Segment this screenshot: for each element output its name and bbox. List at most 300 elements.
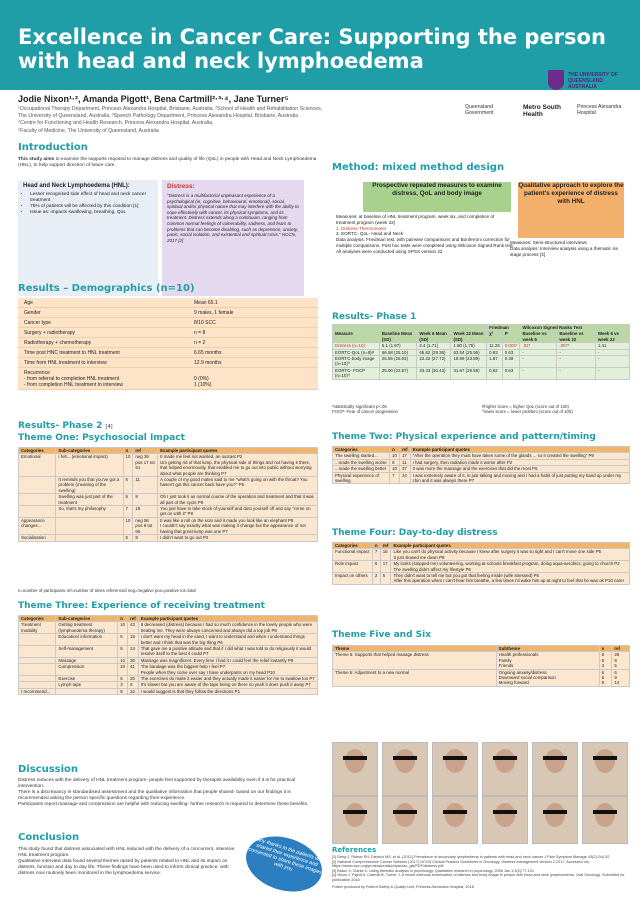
- demographics-key: Age: [24, 299, 33, 306]
- table-header-cell: Week 6 vs week 22: [595, 331, 629, 343]
- method-line: 1. Distress Thermometer: [336, 225, 387, 231]
- table-cell: The swelling started...: [333, 453, 390, 459]
- table-cell: .007*: [557, 343, 595, 349]
- table-cell: EORTC-QoL (n=8)#: [333, 349, 380, 355]
- footnote: *statistically significant p<.05: [332, 404, 387, 409]
- table-cell: 1.80 (1.75): [451, 343, 487, 349]
- pah-text: Princess Alexandra Hospital: [577, 104, 622, 116]
- table-cell: 22.22 (27.72): [417, 356, 451, 368]
- table-cell: It made me feel not wanted, an outcast P2 Um getting rid of that lump, the physical side of things and not having it there, that helped enormously, that enabled me to go out into public without worrying about what people are thinking P7: [158, 454, 318, 477]
- patient-photo: [382, 796, 428, 844]
- table-cell: 24: [399, 472, 410, 484]
- theme1-heading: Theme One: Psychosocial Impact: [18, 433, 185, 443]
- table-cell: 7: [390, 472, 400, 484]
- table-cell: -: [520, 367, 557, 379]
- reference-item: Poster produced by Patient Safety & Quality Unit, Princess Alexandra Hospital, 2018: [332, 884, 474, 889]
- table-cell: EORTC- FOCP (n=10)^: [333, 367, 380, 379]
- quantitative-method-text: [336, 214, 514, 255]
- table-cell: 10: [390, 466, 400, 472]
- method-line: Measures: at baseline of HNL treatment program, week six, and completion of treatment program (week 22): [336, 214, 495, 225]
- demographics-row: [18, 328, 318, 338]
- demographics-key: Time from HNL treatment to interview: [24, 359, 107, 366]
- table-cell: 10: [390, 453, 400, 459]
- references-heading: References: [332, 846, 377, 854]
- table-cell: Distress (n=10): [333, 343, 380, 349]
- table-header-cell: Sub-categories: [56, 616, 118, 622]
- uq-logo: [548, 70, 630, 98]
- table-row: [333, 573, 630, 585]
- phase2-heading: [18, 421, 113, 431]
- table-cell: -: [595, 356, 629, 368]
- table-row: [333, 356, 630, 368]
- table-cell: -: [557, 356, 595, 368]
- table-cell: 6 9 14: [612, 669, 630, 686]
- table-header-cell: Categories: [333, 447, 390, 453]
- table-cell: 30: [128, 657, 139, 663]
- table-cell: 0.63: [502, 367, 520, 379]
- table-cell: Exercise: [56, 676, 118, 682]
- introduction-lead: This study aims: [18, 157, 55, 162]
- table-cell: 1.87: [487, 356, 503, 368]
- table-cell: ...made the swelling better: [333, 466, 390, 472]
- table-cell: Oh I just took it as normal course of the operation and treatment and that it was all part of the cycle P9: [158, 494, 318, 506]
- hnl-list: [18, 192, 158, 216]
- demographics-row: [18, 298, 318, 308]
- patient-photo: [582, 796, 628, 844]
- table-cell: My looks (stopped me) volunteering, working at schools breakfast program, doing aqua-aerobics, going to church P2 The swelling didn't affect my lifestyle P6: [391, 561, 630, 573]
- introduction-body: to examine the supports required to manage distress and quality of life (QoL) in people with Head and Neck Lymphoedema (HNL), to help support direction of future care.: [18, 157, 317, 168]
- demographics-heading: Results – Demographics (n=10): [18, 283, 195, 294]
- theme56-table: [332, 645, 630, 687]
- method-line: Measures: Semi-structured interviews: [510, 240, 587, 245]
- table-cell: [19, 494, 56, 506]
- table-cell: -: [595, 367, 629, 379]
- table-cell: 6: [128, 682, 139, 688]
- table-row: [19, 506, 318, 518]
- table-cell: ...made the swelling worse: [333, 459, 390, 465]
- theme1-table: [18, 447, 318, 542]
- patient-photo: [482, 742, 528, 796]
- table-header-row: [333, 331, 630, 343]
- theme3-table: [18, 615, 318, 695]
- table-cell: Treatment modality: [19, 622, 56, 634]
- demographics-key: Surgery + radiotherapy: [24, 329, 76, 336]
- table-header-cell: n: [390, 447, 400, 453]
- discussion-heading: Discussion: [18, 764, 79, 775]
- metro-south-logo: [465, 104, 635, 130]
- table-cell: 9: [118, 688, 128, 694]
- table-cell: 0.93: [487, 349, 503, 355]
- demographics-value: 12.9 months: [194, 359, 222, 366]
- hnl-point: • Issue as: impacts swallowing, breathing, QoL: [30, 210, 158, 216]
- table-row: [19, 646, 318, 658]
- table-cell: -: [520, 349, 557, 355]
- hnl-box: [18, 180, 158, 296]
- theme1-note: n=number of participants ref=number of times referenced neg=negative pos=positive tot=total: [18, 588, 196, 593]
- table-header-cell: Categories: [19, 448, 56, 454]
- table-cell: 10: [118, 657, 128, 663]
- qualitative-box: Qualitative approach to explore the patient's experience of distress with HNL: [518, 182, 624, 238]
- table-header-cell: Week 6 Mean (SD): [417, 331, 451, 343]
- theme56-heading: Theme Five and Six: [332, 630, 432, 640]
- table-cell: Functional impact: [333, 549, 373, 561]
- patient-photo: [332, 742, 378, 796]
- table-cell: It decreased (distress) because I had so much confidence in the lovely people who were treating me. They were always concerned and always did a top job P8: [138, 622, 317, 634]
- patient-photo: [432, 742, 478, 796]
- table-cell: 5: [118, 634, 128, 646]
- demographics-key: Radiotherapy + chemotherapy: [24, 339, 92, 346]
- affiliation-line: ⁵Faculty of Medicine, The University of Queensland, Australia: [18, 127, 159, 134]
- theme4-heading: Theme Four: Day-to-day distress: [332, 528, 498, 538]
- table-cell: 2.4 (1.71): [417, 343, 451, 349]
- table-cell: 5: [380, 573, 391, 585]
- discussion-paragraph: Distress reduces with the delivery of HNL treatment program- people feel supported by therapist availability even if it is for practical intervention.: [18, 778, 296, 789]
- table-cell: 0.39: [502, 356, 520, 368]
- table-cell: 26 9 5: [612, 652, 630, 669]
- table-cell: Emotional: [19, 454, 56, 477]
- table-cell: Self-management: [56, 646, 118, 658]
- table-group-header: Wilcoxon Signed Ranks Test: [520, 325, 630, 331]
- table-cell: 10: [123, 454, 133, 477]
- demographics-key: Recurrence - from referral to completion HNL treatment - from completion HNL treatment to interview: [24, 369, 124, 388]
- table-cell: 0.004*: [502, 343, 520, 349]
- table-cell: [19, 646, 56, 658]
- table-cell: 18: [128, 634, 139, 646]
- demographics-key: Cancer type: [24, 319, 51, 326]
- table-cell: I didn't want to go out P2: [158, 535, 318, 541]
- method-line: 2. EORTC- QoL- Head and Neck: [336, 231, 404, 237]
- table-cell: 7: [372, 549, 380, 561]
- table-cell: Ongoing anxiety/distress Downward social comparison Moving forward: [496, 669, 599, 686]
- table-header-cell: Example participant quotes: [391, 543, 630, 549]
- conclusion-heading: Conclusion: [18, 832, 80, 843]
- table-cell: 63.54 (25.95): [451, 349, 487, 355]
- table-cell: 5: [123, 535, 133, 541]
- table-cell: 22: [128, 688, 139, 694]
- table-cell: I would suggest is that they follow the directions P1: [138, 688, 317, 694]
- demographics-key: Gender: [24, 309, 41, 316]
- table-cell: Physical experience of swelling: [333, 472, 390, 484]
- table-header-cell: n: [123, 448, 133, 454]
- demographics-row: [18, 348, 318, 358]
- table-cell: 11: [399, 459, 410, 465]
- phase2-title: Results- Phase 2: [18, 421, 103, 431]
- authors: Jodie Nixon¹·², Amanda Pigott¹, Bena Cartmill²·³·⁴, Jane Turner⁵: [18, 94, 289, 104]
- table-cell: You just have to take stock of yourself and dust yourself off and say "come on get on with it" P8: [158, 506, 318, 518]
- poster-header: [0, 0, 640, 154]
- table-header-cell: Example participant quotes: [158, 448, 318, 454]
- table-cell: It was more the massage and the exercises that did the most P6: [410, 466, 629, 472]
- table-cell: 18: [380, 549, 391, 561]
- table-cell: 31.67 (26.59): [451, 367, 487, 379]
- table-cell: 5: [123, 477, 133, 494]
- table-cell: Health professionals Family Friends: [496, 652, 599, 669]
- demographics-value: n = 8: [194, 329, 206, 336]
- table-row: [19, 535, 318, 541]
- demographics-value: 0 (0%) 1 (10%): [194, 375, 212, 388]
- table-cell: -: [557, 367, 595, 379]
- table-cell: -: [595, 349, 629, 355]
- table-header-cell: Categories: [333, 543, 373, 549]
- distress-box: [162, 180, 304, 296]
- table-row: [19, 664, 318, 676]
- table-row: [333, 453, 630, 459]
- patient-photo: [582, 742, 628, 796]
- discussion-paragraph: Participants report massage and compression are helpful with reducing swelling- further research is required to determine these benefits.: [18, 802, 309, 807]
- table-header-cell: ref: [612, 646, 630, 652]
- table-cell: 43: [128, 622, 139, 634]
- conclusion-paragraph: This study found that distress associated with HNL reduced with the delivery of a concurrent, intensive HNL treatment program.: [18, 847, 235, 858]
- reference-item: [3] Braun V, Clarke V. Using thematic analysis in psychology. Qualitative research in psychology. 2006 Jan 1;3(2):77-101: [332, 868, 534, 873]
- table-cell: It reminds you that you've got a problem (meaning of the swelling): [56, 477, 123, 494]
- patient-photo: [332, 796, 378, 844]
- table-cell: The exercises do make it easier and they actually made it easier for me to swallow too P7: [138, 676, 317, 682]
- demographics-value: 8/10 SCC: [194, 319, 216, 326]
- affiliations: [18, 106, 418, 135]
- table-header-cell: Categories: [19, 616, 56, 622]
- table-cell: 25.55 (26.03): [379, 356, 417, 368]
- table-cell: 11.26: [487, 343, 503, 349]
- theme4-table: [332, 542, 630, 585]
- reference-item: [4] Nixon J, Pigott A, Cartmill B, Turner J. A mixed methods examination of distress and body image in people with head and neck lymphoedema. Oral Oncology. Submitted for publication 2018: [332, 873, 625, 882]
- table-cell: 2: [372, 573, 380, 585]
- table-row: [19, 634, 318, 646]
- table-cell: 8: [390, 459, 400, 465]
- patient-photo: [382, 742, 428, 796]
- patient-photo: [432, 796, 478, 844]
- table-row: [333, 561, 630, 573]
- table-cell: 17: [380, 561, 391, 573]
- demographics-value: n = 2: [194, 339, 206, 346]
- phase1-heading: Results- Phase 1: [332, 312, 417, 322]
- table-row: [333, 652, 630, 669]
- introduction-text: [18, 157, 318, 169]
- table-cell: neg 56 pos 9 tot 65: [133, 517, 158, 534]
- method-line: Data analysis: Friedman test, with pairwise comparisons and Bonferroni correction for multiple comparisons. Post hoc tests were completed using Wilcoxon Signed Rank test. All analyses were conducted using SPSS version 22: [336, 237, 514, 254]
- affiliation-line: ¹Occupational Therapy Department, Princess Alexandra Hospital, Brisbane, Australia, ²School of Health and Rehabilitation Sciences,: [18, 106, 323, 112]
- hnl-title: Head and Neck Lymphoedema (HNL):: [23, 183, 130, 189]
- table-cell: 24: [128, 646, 139, 658]
- table-cell: I had surgery, then radiation made it worse after P2: [410, 459, 629, 465]
- table-cell: 19.99 (23.89): [451, 356, 487, 368]
- table-cell: Swelling was just part of the treatment: [56, 494, 123, 506]
- table-cell: The bandage was the biggest help I feel P7 People when they come over say I have underpants on my head P10: [138, 664, 317, 676]
- table-cell: 11: [133, 477, 158, 494]
- conclusion-paragraph: Qualitative interview data found several themes raised by patients related to HNL and its impact on distress, function and day to day life. These findings have been used to inform clinical practice, with distress now routinely been monitored in the lymphoedema service.: [18, 859, 229, 876]
- table-cell: So, that's my philosophy: [56, 506, 123, 518]
- table-cell: 6: [118, 676, 128, 682]
- uq-logo-text: THE UNIVERSITY OF QUEENSLAND AUSTRALIA: [568, 72, 618, 90]
- affiliation-line: The University of Queensland, Australia, ³Speech Pathology Department, Princess Alexandra Hospital, Brisbane, Australia: [18, 113, 298, 120]
- table-cell: [19, 506, 56, 518]
- table-cell: I don't want my head in the sand, I want to understand and when I understand things better and I think that was the big thing P6: [138, 634, 317, 646]
- table-header-cell: Baseline vs week 22: [557, 331, 595, 343]
- patient-photo: [482, 796, 528, 844]
- table-cell: 0.82: [487, 367, 503, 379]
- footnote: FOCP- Fear of cancer progression: [332, 409, 398, 415]
- table-cell: [19, 477, 56, 494]
- table-cell: "After the operation they must have taken some of the glands ... so it created the swelling" P9: [410, 453, 629, 459]
- table-cell: Role impact: [333, 561, 373, 573]
- table-cell: Massage: [56, 657, 118, 663]
- table-cell: 7: [123, 506, 133, 518]
- table-cell: Appearance changes...: [19, 517, 56, 534]
- footnote: #higher score = higher QoL (score out of 100): [482, 404, 569, 409]
- table-cell: Impact on others: [333, 573, 373, 585]
- table-group-header: Friedman: [487, 325, 520, 331]
- poster-title: Excellence in Cancer Care: Supporting the person with head and neck lymphoedema: [18, 25, 606, 73]
- table-header-cell: ref: [128, 616, 139, 622]
- footnote: ^lower score = lower problem (score out of 100): [482, 409, 573, 415]
- table-cell: 5: [123, 494, 133, 506]
- table-header-cell: Baseline vs week 6: [520, 331, 557, 343]
- table-cell: 66.58 (25.10): [379, 349, 417, 355]
- distress-title: Distress:: [167, 183, 195, 190]
- demographics-row: [18, 308, 318, 318]
- reference-item: [1] Deng J, Ridner SH, Dietrich MS, et al. (2012) Prevalence of secondary lymphedema in patients with head and neck cancer J Pain Symptom Manage 43(2):244-52: [332, 855, 610, 859]
- table-cell: [19, 634, 56, 646]
- table-header-cell: Measure: [333, 331, 380, 343]
- table-cell: 10: [118, 664, 128, 676]
- demographics-value: 6.65 months: [194, 349, 222, 356]
- table-row: [333, 669, 630, 686]
- table-cell: 6 6 9: [599, 669, 612, 686]
- table-cell: It's slower but you are aware of the tape being on there so yeah it does push it away P7: [138, 682, 317, 688]
- table-header-cell: n: [118, 616, 128, 622]
- phase1-table: [332, 324, 630, 380]
- table-cell: 10: [123, 517, 133, 534]
- table-header-cell: Example participant quotes: [410, 447, 629, 453]
- table-cell: [56, 535, 123, 541]
- phase1-footnotes: [332, 404, 630, 415]
- demographics-row: [18, 368, 318, 390]
- table-header-cell: χ²: [487, 331, 503, 343]
- demographics-table: [18, 298, 318, 390]
- table-cell: 0.63: [502, 349, 520, 355]
- metro-south-text: Metro South Health: [523, 104, 561, 118]
- table-row: [19, 682, 318, 688]
- table-cell: Socialisation: [19, 535, 56, 541]
- table-cell: EORTC-body image (n=10)^: [333, 356, 380, 368]
- table-cell: I recommend...: [19, 688, 56, 694]
- table-cell: They didn't want to tell me but you got that feeling inside (wife stressed) P5 After this operation when I can't hear him breathe, a few times I'd wake him up at night to feel that he was ok P10 carer: [391, 573, 630, 585]
- table-cell: 20: [128, 676, 139, 682]
- uq-crest-icon: [548, 70, 564, 90]
- demographics-value: 9 males, 1 female: [194, 309, 234, 316]
- qualitative-method-text: [510, 240, 628, 257]
- table-header-cell: n: [599, 646, 612, 652]
- hnl-point: • Lesser recognised side effect of head and neck cancer treatment: [30, 192, 158, 204]
- table-cell: 9: [133, 535, 158, 541]
- table-header-cell: P: [502, 331, 520, 343]
- theme3-heading: Theme Three: Experience of receiving treatment: [18, 601, 265, 611]
- table-cell: .02*: [520, 343, 557, 349]
- table-header-cell: ref: [380, 543, 391, 549]
- demographics-row: [18, 338, 318, 348]
- table-cell: Theme 6: Adjustment to a new normal: [333, 669, 497, 686]
- table-header-cell: Baseline Mean (SD): [379, 331, 417, 343]
- table-header-cell: Subtheme: [496, 646, 599, 652]
- qld-gov-text: Queensland Government: [465, 104, 494, 116]
- table-cell: 65.62 (29.36): [417, 349, 451, 355]
- table-cell: 8 6 3: [599, 652, 612, 669]
- conclusion-text: [18, 847, 238, 877]
- table-header-cell: ref: [133, 448, 158, 454]
- table-cell: 25.00 (22.57): [379, 367, 417, 379]
- table-cell: Getting treatment (lymphoedema therapy): [56, 622, 118, 634]
- table-row: [19, 657, 318, 663]
- demographics-value: Mean 65.1: [194, 299, 218, 306]
- table-cell: 17: [399, 453, 410, 459]
- table-cell: 5.1 (1.97): [379, 343, 417, 349]
- table-cell: 10: [118, 622, 128, 634]
- quantitative-box: Prospective repeated measures to examine distress, QoL and body image: [363, 182, 511, 212]
- table-cell: Compression: [56, 664, 118, 676]
- table-cell: 33.33 (30.43): [417, 367, 451, 379]
- table-cell: 1.41: [595, 343, 629, 349]
- table-cell: 6: [372, 561, 380, 573]
- table-cell: -: [557, 349, 595, 355]
- table-cell: Lymph tape: [56, 682, 118, 688]
- table-row: [19, 517, 318, 534]
- table-cell: Theme 5: Supports that helped manage distress: [333, 652, 497, 669]
- table-row: [19, 676, 318, 682]
- table-header-cell: Example participant quotes: [138, 616, 317, 622]
- table-cell: It was like a roll on the scar and it made you look like an elephant P8 I couldn't say exactly what was making it change but the appearance of not having that great lump was one P7: [158, 517, 318, 534]
- table-cell: 9: [118, 646, 128, 658]
- table-cell: Education/ information: [56, 634, 118, 646]
- table-row: [333, 367, 630, 379]
- patient-photo: [532, 742, 578, 796]
- table-row: [333, 472, 630, 484]
- theme2-heading: Theme Two: Physical experience and pattern/timing: [332, 432, 596, 442]
- table-row: [19, 477, 318, 494]
- discussion-paragraph: There is a discrepancy in standardised assessment and the qualitative information that people shared- based on our findings it is recommended asking the person specific questions regarding their experience.: [18, 790, 291, 801]
- table-header-cell: Sub-categories: [56, 448, 123, 454]
- table-row: [19, 622, 318, 634]
- table-header-cell: n: [372, 543, 380, 549]
- table-cell: 9: [133, 494, 158, 506]
- hnl-point: • 75% of patients will be affected by this condition [1]: [30, 204, 158, 210]
- affiliation-line: ⁴Centre for Functioning and Health Research, Princess Alexandra Hospital, Australia,: [18, 120, 214, 127]
- table-cell: [56, 688, 118, 694]
- table-cell: That gave me a positive attitude and that if I did what I was told to do religiously it would resolve itself to the best it could P7: [138, 646, 317, 658]
- table-header-cell: Theme: [333, 646, 497, 652]
- method-heading: Method: mixed method design: [332, 162, 505, 173]
- table-header-cell: Week 22 Mean (SD): [451, 331, 487, 343]
- table-row: [333, 549, 630, 561]
- demographics-row: [18, 318, 318, 328]
- reference-item: [2] National Comprehensive Cancer Network (2017) NCCN Clinical Practice Guidelines in Oncology: Distress management version 2.2017. Accessed via https://www.nccn.org/professionals/physician_gls/PDF/distress.pdf: [332, 859, 589, 869]
- phase2-ref: [4]: [105, 424, 113, 430]
- patient-photos: [332, 742, 630, 844]
- table-cell: [19, 664, 56, 676]
- theme2-table: [332, 446, 630, 484]
- table-cell: Massage was magnificent. Every time I had it I could feel the relief instantly P8: [138, 657, 317, 663]
- table-cell: neg 36 pos 17 tot 51: [133, 454, 158, 477]
- patient-photo: [532, 796, 578, 844]
- distress-definition: "Distress is a multifactorial unpleasant experience of a psychological (ie, cognitive, behavioural, emotional), social, spiritual and/or physical nature that may interfere with the ability to cope effectively with cancer, its physical symptoms, and its treatment. Distress extends along a continuum, ranging from common normal feelings of vulnerability, sadness, and fears to problems that can become disabling, such as depression, anxiety, panic, social isolation, and existential and spiritual crisis." NCCN, 2017 [2]: [167, 193, 299, 243]
- table-cell: I was extremely aware of it, in just talking and moving and I had a habit of just putting my hand up under my chin and it was always there P7: [410, 472, 629, 484]
- discussion-text: [18, 778, 318, 808]
- table-cell: 37: [399, 466, 410, 472]
- demographics-row: [18, 358, 318, 368]
- thanks-sticker: Many thanks to the patients who shared their experience and consented to share these images with you: [239, 827, 329, 901]
- table-row: [19, 688, 318, 694]
- table-cell: Like you can't do physical activity because I knew after surgery it was so tight and I can't move one side P5 It just slowed me down P8: [391, 549, 630, 561]
- table-cell: [56, 517, 123, 534]
- references-list: [332, 855, 630, 889]
